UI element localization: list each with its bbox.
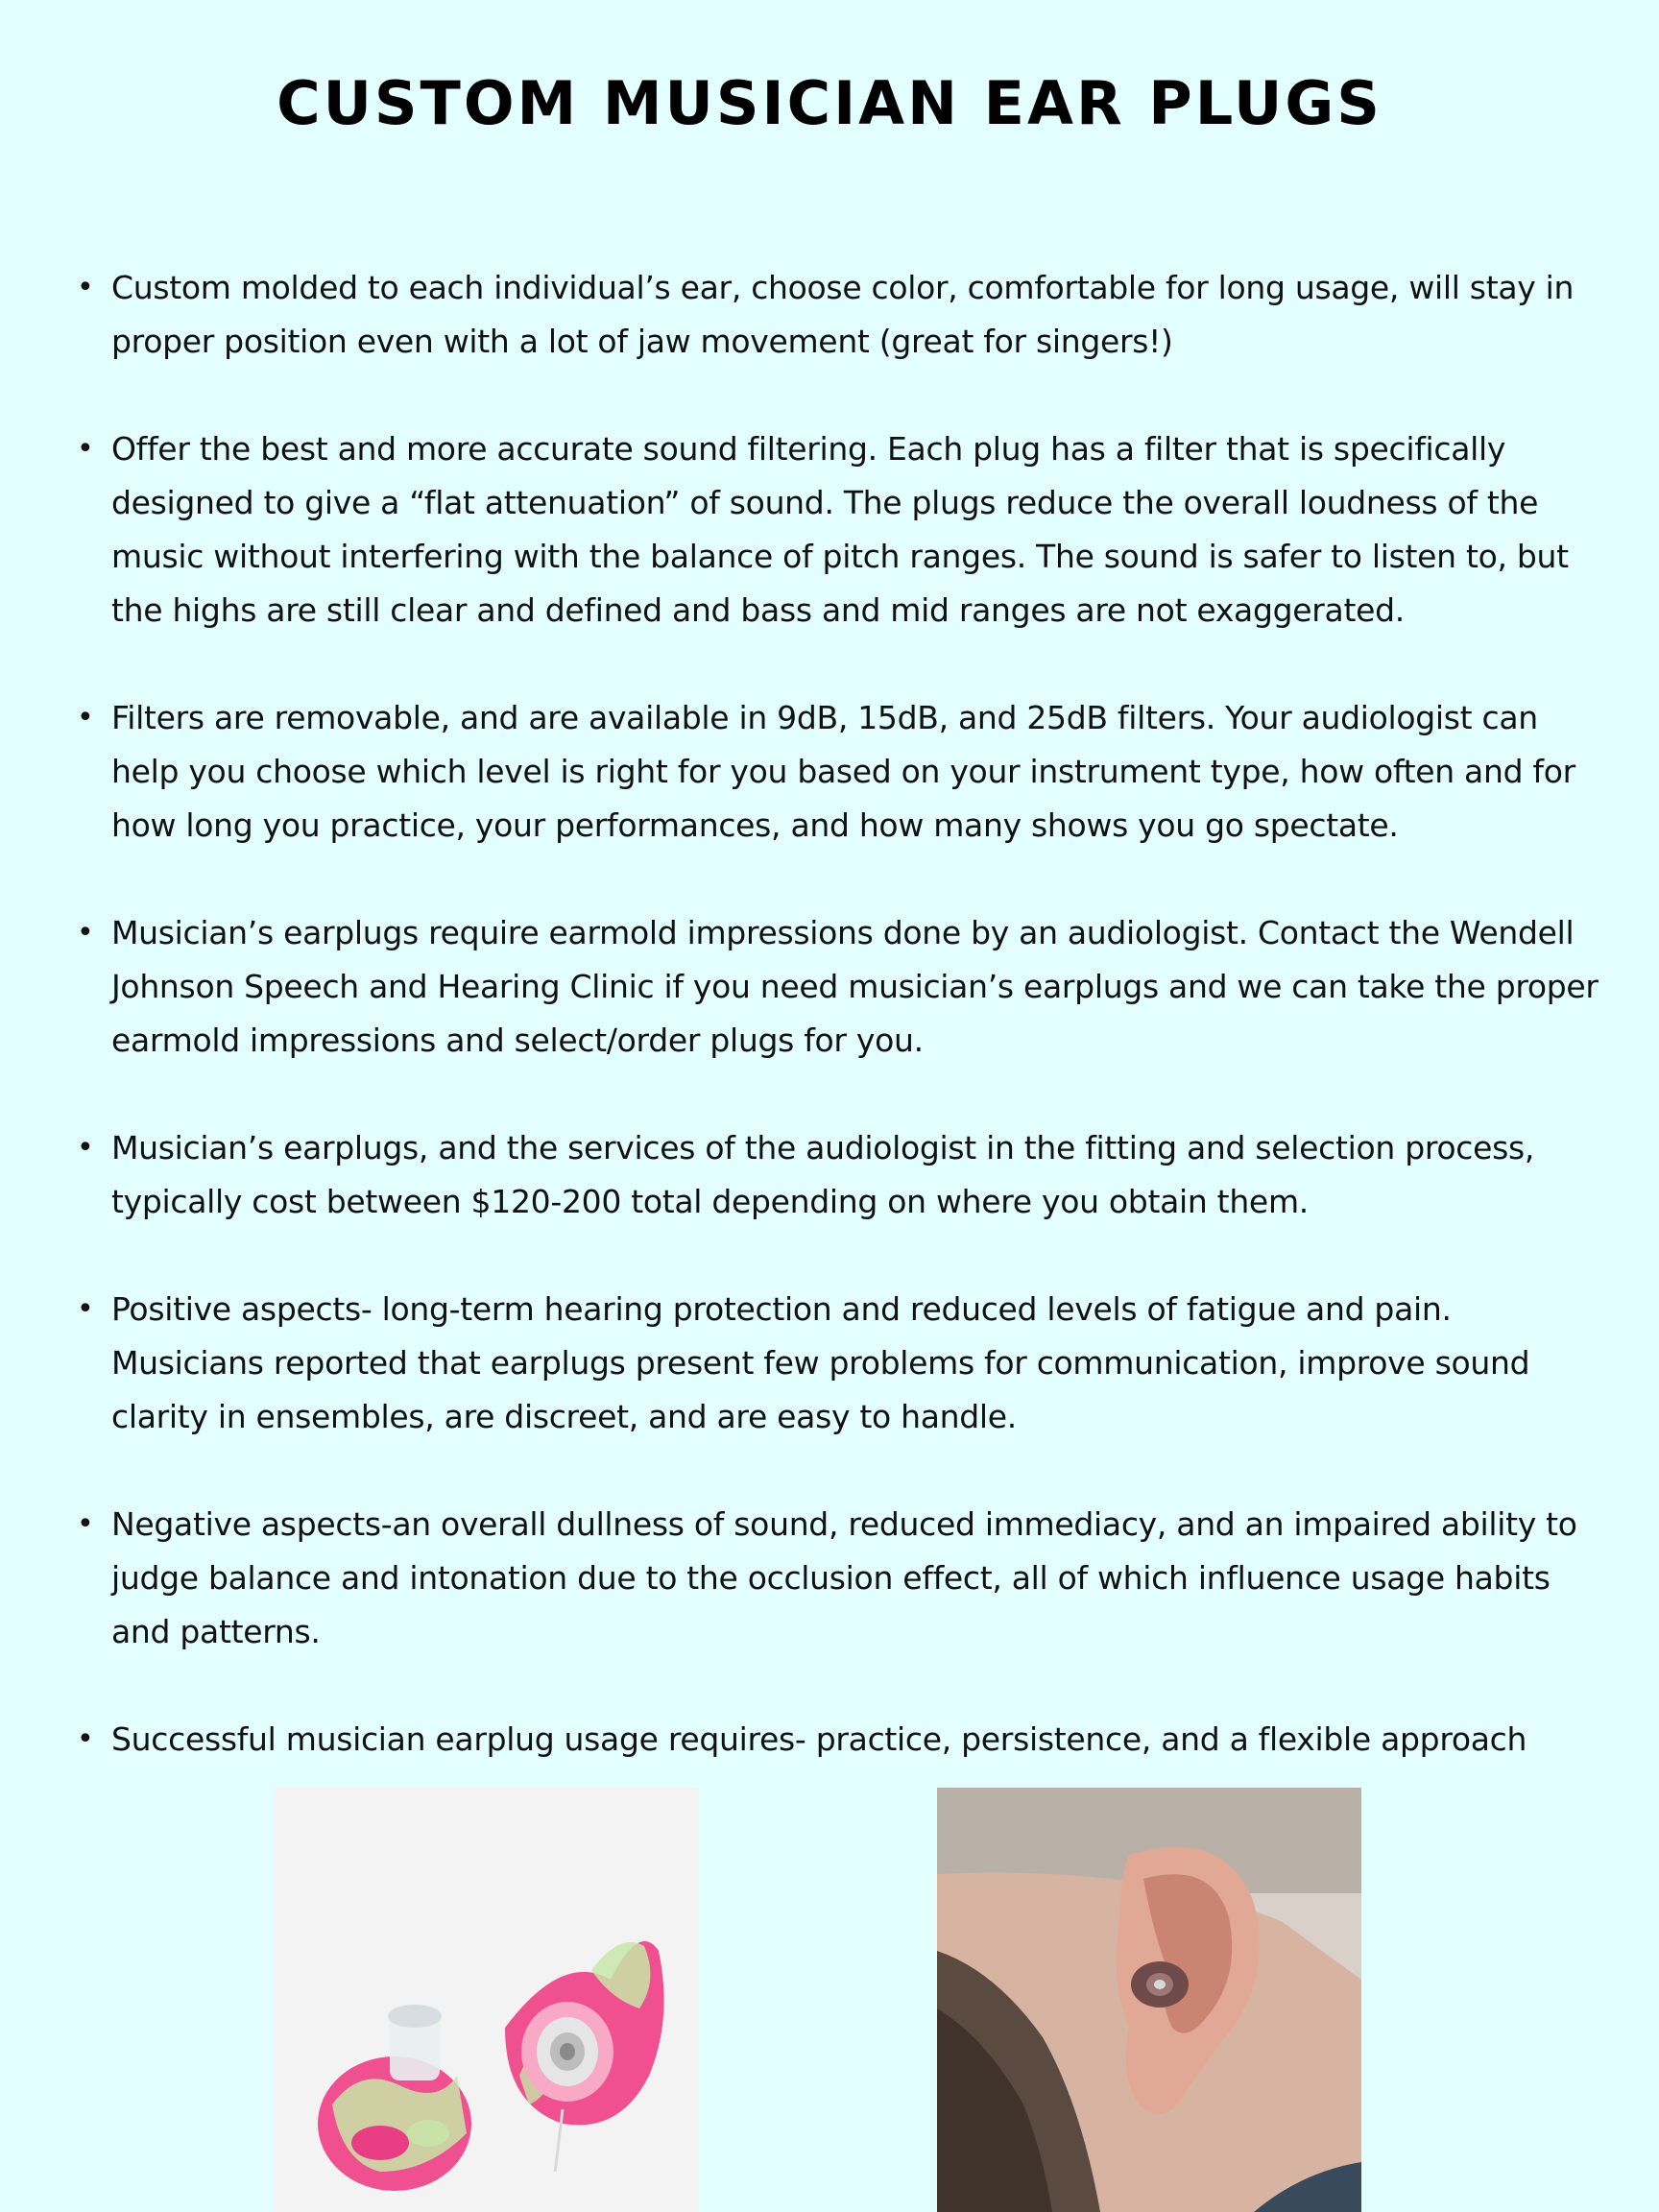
bullet-item-cost: • Musician’s earplugs, and the services of the audiologist in the fitting and selection process, typically cost between $120-200 total depending on where you obtain them. — [77, 1121, 1613, 1229]
bullet-item-sound-filtering: • Offer the best and more accurate sound filtering. Each plug has a filter that is specifically designed to give a “flat attenuation” of sound. The plugs reduce the overall loudness of the music without interfering with the balance of pitch ranges. The sound is safer to listen to, but the highs are still clear and defined and bass and mid ranges are not exaggerated. — [77, 422, 1613, 637]
bullet-item-negative-aspects: • Negative aspects-an overall dullness of sound, reduced immediacy, and an impaired ability to judge balance and intonation due to the occlusion effect, all of which influence usage habits and patterns. — [77, 1498, 1613, 1659]
earplugs-photo — [275, 1788, 699, 2212]
earplugs-illustration — [275, 1788, 699, 2212]
bullet-item-earmold-impressions: • Musician’s earplugs require earmold impressions done by an audiologist. Contact the Wendell Johnson Speech and Hearing Clinic if you need musician’s earplugs and we can take the proper earmold impressions and select/order plugs for you. — [77, 906, 1613, 1068]
bullet-item-successful-usage: • Successful musician earplug usage requires- practice, persistence, and a flexible approach — [77, 1713, 1613, 1767]
ear-with-earplug-photo — [937, 1788, 1361, 2212]
ear-illustration — [937, 1788, 1361, 2212]
bullet-item-removable-filters: • Filters are removable, and are available in 9dB, 15dB, and 25dB filters. Your audiologist can help you choose which level is right for you based on your instrument type, how often and for how long you practice, your performances, and how many shows you go spectate. — [77, 691, 1613, 853]
bullet-list — [77, 261, 1613, 1820]
page-title: CUSTOM MUSICIAN EAR PLUGS — [276, 68, 1382, 138]
bullet-item-positive-aspects: • Positive aspects- long-term hearing protection and reduced levels of fatigue and pain. Musicians reported that earplugs present few problems for communication, improve sound clarity in ensembles, are discreet, and are easy to handle. — [77, 1283, 1613, 1444]
bullet-item-custom-molded: • Custom molded to each individual’s ear, choose color, comfortable for long usage, will stay in proper position even with a lot of jaw movement (great for singers!) — [77, 261, 1613, 369]
